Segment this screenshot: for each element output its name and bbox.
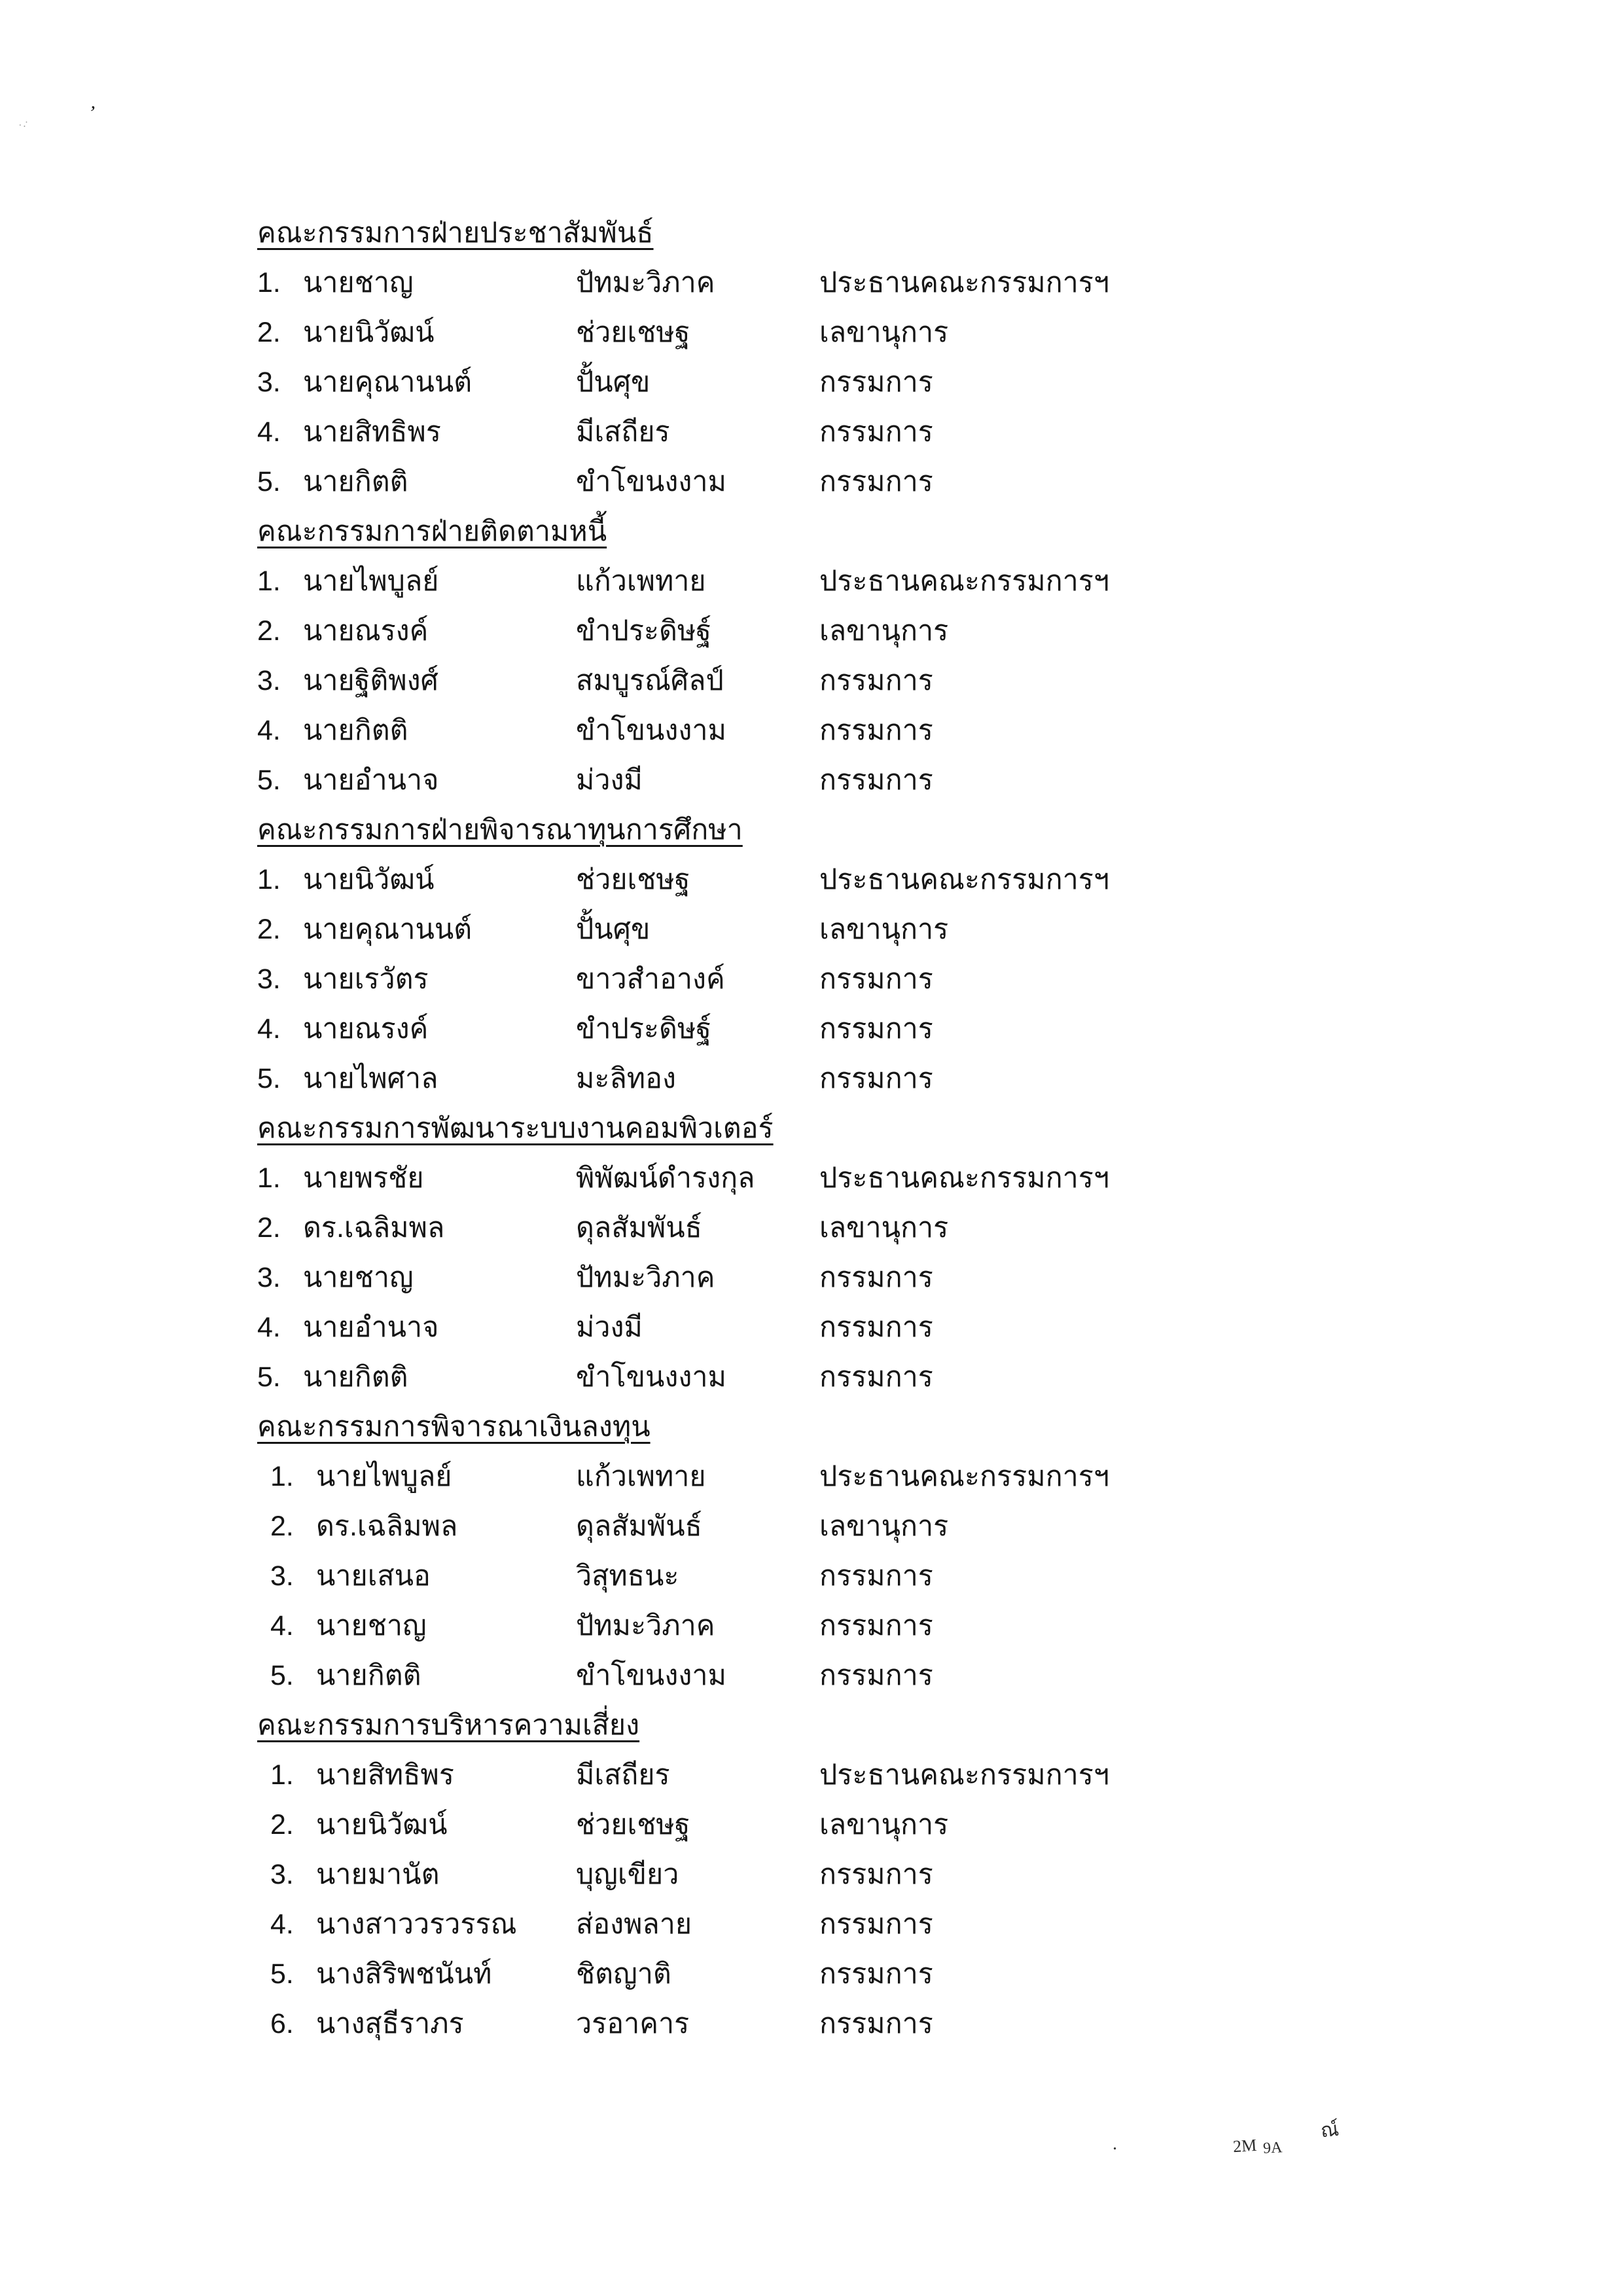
member-first-name: นายสิทธิพร [302, 416, 441, 448]
scan-mark: ’ [87, 101, 98, 124]
member-first-name: นายกิตติ [302, 715, 408, 746]
committee-section [257, 507, 1409, 805]
member-number: 1. [257, 864, 281, 895]
member-row [257, 556, 1409, 606]
member-number: 1. [257, 267, 281, 298]
member-name-cell [257, 258, 576, 308]
member-last-name: มีเสถียร [576, 416, 670, 448]
committee-section [257, 208, 1409, 507]
member-last-name: ปัทมะวิภาค [576, 267, 715, 298]
member-last-name: ชิตญาติ [576, 1958, 671, 1990]
member-last-name: แก้วเพทาย [576, 565, 706, 597]
member-first-name: นายณรงค์ [302, 1013, 429, 1045]
member-number: 2. [270, 1809, 294, 1840]
member-row [257, 706, 1409, 755]
member-role: ประธานคณะกรรมการฯ [819, 1461, 1110, 1492]
member-role: กรรมการ [819, 416, 933, 448]
member-row [257, 1800, 1409, 1850]
member-role: กรรมการ [819, 367, 933, 398]
member-name-cell [257, 1253, 576, 1302]
committee-title: คณะกรรมการฝ่ายพิจารณาทุนการศึกษา [257, 814, 743, 846]
member-last-name: ปั้นศุข [576, 914, 651, 945]
member-last-name: วิสุทธนะ [576, 1560, 679, 1592]
member-row [257, 855, 1409, 905]
member-last-name: มะลิทอง [576, 1063, 676, 1094]
member-last-name: ขำประดิษฐ์ [576, 1013, 712, 1045]
member-row [257, 407, 1409, 457]
member-last-name: ช่วยเชษฐ [576, 317, 690, 348]
member-role: เลขานุการ [819, 615, 949, 647]
committee-title: คณะกรรมการบริหารความเสี่ยง [257, 1710, 640, 1741]
member-last-name: ขำโขนงงาม [576, 715, 726, 746]
member-first-name: นางสุธีราภร [315, 2008, 464, 2039]
member-role: กรรมการ [819, 466, 933, 497]
member-first-name: นายพรชัย [302, 1162, 424, 1194]
scan-mark: . [1113, 2134, 1117, 2154]
member-role: กรรมการ [819, 665, 933, 696]
committee-section [257, 1103, 1409, 1402]
committee-section [257, 1700, 1409, 2049]
member-row [257, 755, 1409, 805]
member-row [257, 1452, 1409, 1501]
member-row [257, 1352, 1409, 1402]
member-last-name: ขำประดิษฐ์ [576, 615, 712, 647]
member-first-name: นายนิวัฒน์ [315, 1809, 448, 1840]
member-row [257, 1999, 1409, 2049]
member-last-name: บุญเขียว [576, 1859, 679, 1890]
member-number: 3. [270, 1560, 294, 1592]
member-role: เลขานุการ [819, 317, 949, 348]
member-name-cell [257, 556, 576, 606]
member-last-name: ขำโขนงงาม [576, 1361, 726, 1393]
member-name-cell [257, 1452, 576, 1501]
member-name-cell [257, 706, 576, 755]
member-row [257, 1850, 1409, 1899]
member-first-name: นายสิทธิพร [315, 1759, 454, 1791]
member-first-name: นายคุณานนต์ [302, 914, 473, 945]
member-role: กรรมการ [819, 1660, 933, 1691]
member-row [257, 457, 1409, 507]
member-name-cell [257, 308, 576, 357]
member-role: กรรมการ [819, 963, 933, 995]
member-role: ประธานคณะกรรมการฯ [819, 1759, 1110, 1791]
member-row [257, 1949, 1409, 1999]
member-last-name: ขำโขนงงาม [576, 466, 726, 497]
member-role: กรรมการ [819, 1560, 933, 1592]
member-name-cell [257, 1750, 576, 1800]
member-row [257, 1601, 1409, 1651]
member-name-cell [257, 1949, 576, 1999]
member-role: กรรมการ [819, 1958, 933, 1990]
member-first-name: ดร.เฉลิมพล [302, 1212, 445, 1244]
member-row [257, 308, 1409, 357]
member-first-name: นายกิตติ [315, 1660, 421, 1691]
member-row [257, 954, 1409, 1004]
member-name-cell [257, 1004, 576, 1054]
member-last-name: มีเสถียร [576, 1759, 670, 1791]
committee-title: คณะกรรมการพัฒนาระบบงานคอมพิวเตอร์ [257, 1113, 774, 1144]
member-row [257, 258, 1409, 308]
member-name-cell [257, 1302, 576, 1352]
member-last-name: ดุลสัมพันธ์ [576, 1212, 702, 1244]
member-first-name: นายณรงค์ [302, 615, 429, 647]
member-rows [257, 556, 1409, 805]
member-name-cell [257, 954, 576, 1004]
member-role: กรรมการ [819, 1063, 933, 1094]
member-number: 3. [270, 1859, 294, 1890]
member-name-cell [257, 357, 576, 407]
member-first-name: นายฐิติพงศ์ [302, 665, 438, 696]
member-first-name: นายกิตติ [302, 1361, 408, 1393]
member-number: 5. [257, 1063, 281, 1094]
scan-mark: 2M [1232, 2135, 1258, 2157]
member-number: 5. [257, 1361, 281, 1393]
member-name-cell [257, 1601, 576, 1651]
member-number: 4. [270, 1909, 294, 1940]
member-first-name: นายชาญ [302, 267, 414, 298]
member-row [257, 606, 1409, 656]
member-row [257, 1203, 1409, 1253]
member-rows [257, 1153, 1409, 1402]
member-first-name: นายชาญ [315, 1610, 427, 1641]
member-name-cell [257, 407, 576, 457]
member-number: 1. [270, 1759, 294, 1791]
member-last-name: วรอาคาร [576, 2008, 690, 2039]
member-number: 2. [257, 914, 281, 945]
member-role: กรรมการ [819, 1361, 933, 1393]
member-last-name: สมบูรณ์ศิลป์ [576, 665, 724, 696]
member-number: 3. [257, 367, 281, 398]
member-number: 1. [257, 565, 281, 597]
member-first-name: นายไพศาล [302, 1063, 438, 1094]
committee-title: คณะกรรมการฝ่ายติดตามหนี้ [257, 516, 607, 547]
member-name-cell [257, 1352, 576, 1402]
member-last-name: ม่วงมี [576, 764, 643, 796]
member-row [257, 656, 1409, 706]
member-number: 1. [257, 1162, 281, 1194]
member-first-name: นายอำนาจ [302, 1312, 439, 1343]
member-rows [257, 1452, 1409, 1700]
member-first-name: นางสิริพชนันท์ [315, 1958, 492, 1990]
member-number: 3. [257, 1262, 281, 1293]
member-name-cell [257, 755, 576, 805]
member-role: กรรมการ [819, 1262, 933, 1293]
member-number: 5. [270, 1958, 294, 1990]
member-row [257, 1899, 1409, 1949]
committee-title: คณะกรรมการพิจารณาเงินลงทุน [257, 1411, 651, 1443]
member-role: กรรมการ [819, 1013, 933, 1045]
member-row [257, 1004, 1409, 1054]
committee-section [257, 1402, 1409, 1700]
member-rows [257, 258, 1409, 507]
member-first-name: นายไพบูลย์ [315, 1461, 452, 1492]
member-number: 4. [257, 1312, 281, 1343]
scan-mark: ณ์ [1319, 2118, 1340, 2142]
member-first-name: นายเรวัตร [302, 963, 429, 995]
scan-mark: 9A [1262, 2139, 1283, 2157]
member-number: 2. [257, 317, 281, 348]
committee-list [257, 208, 1409, 2049]
member-number: 4. [257, 715, 281, 746]
member-last-name: แก้วเพทาย [576, 1461, 706, 1492]
member-row [257, 1253, 1409, 1302]
member-role: ประธานคณะกรรมการฯ [819, 565, 1110, 597]
member-role: กรรมการ [819, 1312, 933, 1343]
member-name-cell [257, 1153, 576, 1203]
member-number: 5. [257, 764, 281, 796]
member-role: เลขานุการ [819, 1809, 949, 1840]
committee-section [257, 805, 1409, 1103]
member-first-name: นายมานัต [315, 1859, 440, 1890]
member-number: 2. [257, 1212, 281, 1244]
member-rows [257, 1750, 1409, 2049]
member-number: 2. [257, 615, 281, 647]
member-name-cell [257, 1899, 576, 1949]
member-first-name: นายเสนอ [315, 1560, 431, 1592]
member-role: ประธานคณะกรรมการฯ [819, 864, 1110, 895]
member-first-name: นายกิตติ [302, 466, 408, 497]
member-role: กรรมการ [819, 764, 933, 796]
member-row [257, 905, 1409, 954]
member-row [257, 1651, 1409, 1700]
member-first-name: นายชาญ [302, 1262, 414, 1293]
member-name-cell [257, 457, 576, 507]
member-last-name: ปัทมะวิภาค [576, 1610, 715, 1641]
member-row [257, 1153, 1409, 1203]
member-number: 1. [270, 1461, 294, 1492]
member-number: 3. [257, 963, 281, 995]
member-role: เลขานุการ [819, 914, 949, 945]
member-last-name: ดุลสัมพันธ์ [576, 1511, 702, 1542]
member-row [257, 1302, 1409, 1352]
member-name-cell [257, 1999, 576, 2049]
member-first-name: นางสาววรวรรณ [315, 1909, 517, 1940]
member-last-name: ช่วยเชษฐ [576, 1809, 690, 1840]
member-last-name: ปัทมะวิภาค [576, 1262, 715, 1293]
member-role: กรรมการ [819, 1909, 933, 1940]
member-name-cell [257, 1501, 576, 1551]
member-role: ประธานคณะกรรมการฯ [819, 267, 1110, 298]
member-role: เลขานุการ [819, 1511, 949, 1542]
member-row [257, 1551, 1409, 1601]
member-rows [257, 855, 1409, 1103]
member-first-name: นายนิวัฒน์ [302, 317, 435, 348]
member-number: 4. [257, 1013, 281, 1045]
member-role: เลขานุการ [819, 1212, 949, 1244]
member-row [257, 1750, 1409, 1800]
member-name-cell [257, 606, 576, 656]
member-last-name: พิพัฒน์ดำรงกุล [576, 1162, 755, 1194]
member-number: 4. [270, 1610, 294, 1641]
member-name-cell [257, 855, 576, 905]
member-name-cell [257, 905, 576, 954]
member-name-cell [257, 656, 576, 706]
member-number: 6. [270, 2008, 294, 2039]
member-role: กรรมการ [819, 1610, 933, 1641]
member-name-cell [257, 1551, 576, 1601]
member-name-cell [257, 1850, 576, 1899]
member-last-name: ช่วยเชษฐ [576, 864, 690, 895]
member-row [257, 1054, 1409, 1103]
member-role: กรรมการ [819, 1859, 933, 1890]
member-row [257, 1501, 1409, 1551]
member-row [257, 357, 1409, 407]
member-first-name: นายไพบูลย์ [302, 565, 439, 597]
member-role: ประธานคณะกรรมการฯ [819, 1162, 1110, 1194]
member-name-cell [257, 1054, 576, 1103]
member-last-name: ส่องพลาย [576, 1909, 692, 1940]
committee-title: คณะกรรมการฝ่ายประชาสัมพันธ์ [257, 217, 654, 249]
member-number: 5. [270, 1660, 294, 1691]
member-last-name: ม่วงมี [576, 1312, 643, 1343]
member-name-cell [257, 1651, 576, 1700]
member-number: 2. [270, 1511, 294, 1542]
member-first-name: ดร.เฉลิมพล [315, 1511, 458, 1542]
member-number: 5. [257, 466, 281, 497]
member-role: กรรมการ [819, 2008, 933, 2039]
member-role: กรรมการ [819, 715, 933, 746]
member-name-cell [257, 1203, 576, 1253]
member-name-cell [257, 1800, 576, 1850]
member-last-name: ขาวสำอางค์ [576, 963, 725, 995]
scan-mark: ˙·˙ [17, 119, 32, 134]
member-first-name: นายนิวัฒน์ [302, 864, 435, 895]
member-number: 4. [257, 416, 281, 448]
member-first-name: นายคุณานนต์ [302, 367, 473, 398]
member-number: 3. [257, 665, 281, 696]
member-first-name: นายอำนาจ [302, 764, 439, 796]
member-last-name: ขำโขนงงาม [576, 1660, 726, 1691]
member-last-name: ปั้นศุข [576, 367, 651, 398]
